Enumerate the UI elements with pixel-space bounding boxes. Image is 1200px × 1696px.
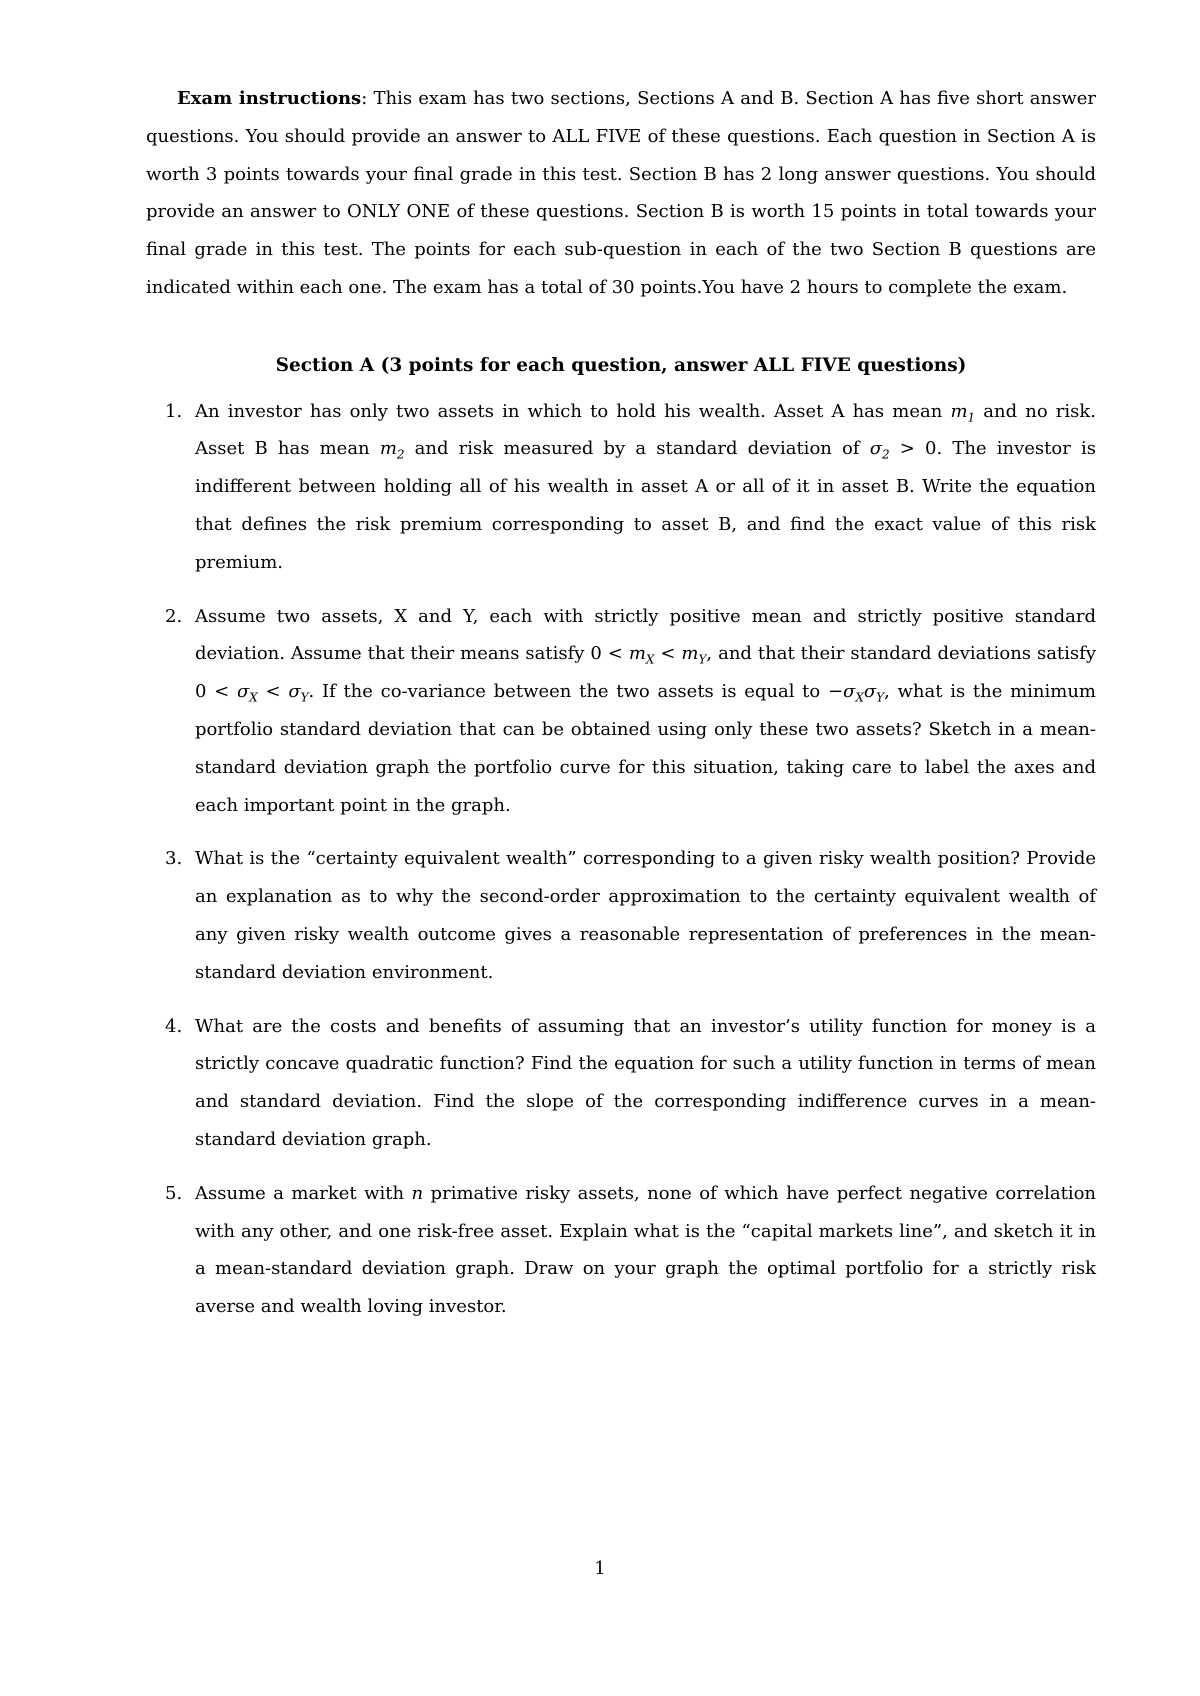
math-sigma-y: $\sigma_Y$ bbox=[288, 681, 309, 705]
math-sigma2: $\sigma_2$ bbox=[869, 438, 890, 462]
instructions-label: Exam instructions bbox=[177, 88, 362, 109]
question-text: What are the costs and benefits of assuming that an investor’s utility function for money is a strictly concave quadratic function? Find the equation for such a utility function in terms of mean and standard deviation. Find the slope of the corresponding indifference curves in a mean-standard deviation graph. bbox=[195, 1015, 1096, 1150]
math-my: $m_Y$ bbox=[681, 643, 707, 667]
section-a-title: Section A (3 points for each question, answer ALL FIVE questions) bbox=[275, 354, 967, 376]
math-mx: $m_X$ bbox=[628, 643, 655, 667]
question-number: 3. bbox=[165, 848, 183, 870]
question-1: 1. An investor has only two assets in which to hold his wealth. Asset A has mean $m_1$ and no risk. Asset B has mean $m_2$ and risk measured by a standard deviation of $\sigma_2 > 0$. The investor is indifferent between holding all of his wealth in asset A or all of it in asset B. Write the equation that defines the risk premium corresponding to asset B, and find the exact value of this risk premium. bbox=[195, 393, 1096, 582]
question-2: 2. Assume two assets, X and Y, each with strictly positive mean and strictly positive standard deviation. Assume that their means satisfy $0 < m_X < m_Y$, and that their standard deviations satisfy $0 < \sigma_X < \sigma_Y$. If the co-variance between the two assets is equal to $-\sigma_X\sigma_Y$, what is the minimum portfolio standard deviation that can be obtained using only these two assets? Sketch in a mean-standard deviation graph the portfolio curve for this situation, taking care to label the axes and each important point in the graph. bbox=[195, 598, 1096, 825]
question-list bbox=[146, 393, 1096, 1326]
question-number: 5. bbox=[165, 1182, 183, 1204]
question-5: 5. Assume a market with n primative risky assets, none of which have perfect negative correlation with any other, and one risk-free asset. Explain what is the “capital markets line”, and sketch it in a mean-standard deviation graph. Draw on your graph the optimal portfolio for a strictly risk averse and wealth loving investor. bbox=[195, 1175, 1096, 1326]
math-m2: $m_2$ bbox=[379, 438, 405, 462]
page-number: 1 bbox=[594, 1558, 606, 1579]
question-3 bbox=[165, 840, 1096, 991]
math-sigma-x-sigma-y: $\sigma_X\sigma_Y$ bbox=[843, 681, 885, 705]
question-number: 2. bbox=[165, 605, 183, 627]
math-n: n bbox=[411, 1182, 424, 1204]
question-number: 4. bbox=[165, 1015, 183, 1037]
math-sigma-x: $\sigma_X$ bbox=[236, 681, 258, 705]
page-content bbox=[146, 80, 1096, 1342]
math-m1: $m_1$ bbox=[950, 400, 976, 425]
exam-instructions bbox=[146, 80, 1096, 307]
question-number: 1. bbox=[165, 400, 183, 422]
question-text: What is the “certainty equivalent wealth” corresponding to a given risky wealth position? Provide an explanation as to why the second-order approximation to the certainty equivalent wealth of any given risky wealth outcome gives a reasonable representation of preferences in the mean-standard deviation environment. bbox=[195, 848, 1096, 983]
question-4 bbox=[165, 1008, 1096, 1159]
instructions-text: : This exam has two sections, Sections A and B. Section A has five short answer questions. You should provide an answer to ALL FIVE of these questions. Each question in Section A is worth 3 points towards your final grade in this test. Section B has 2 long answer questions. You should provide an answer to ONLY ONE of these questions. Section B is worth 15 points in total towards your final grade in this test. The points for each sub-question in each of the two Section B questions are indicated within each one. The exam has a total of 30 points.You have 2 hours to complete the exam. bbox=[146, 88, 1097, 298]
